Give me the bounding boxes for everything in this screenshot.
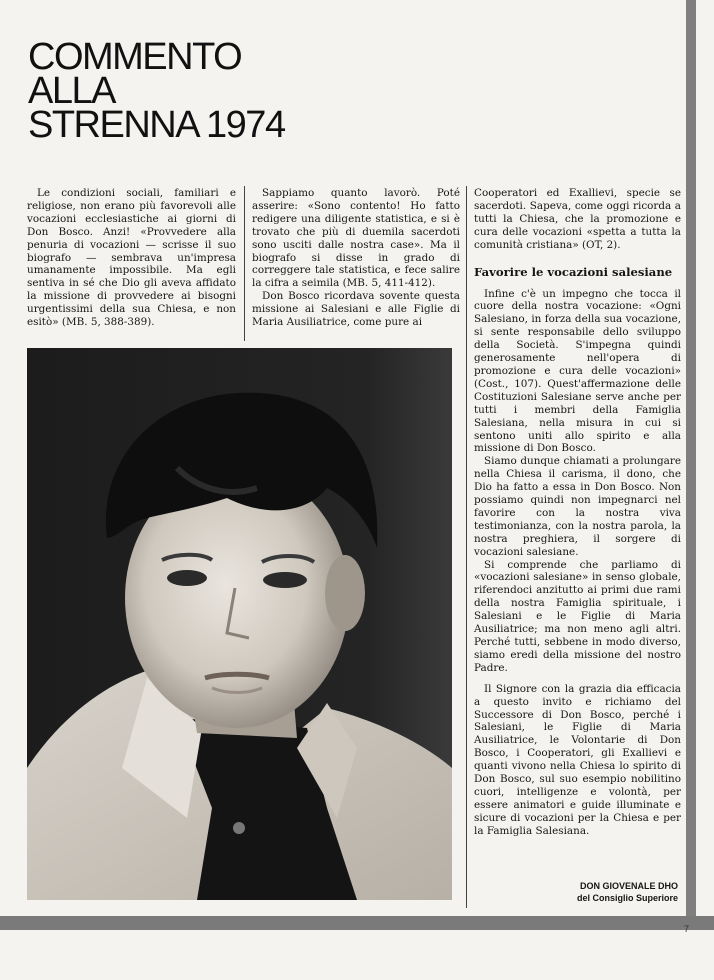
text-column-2 <box>252 187 460 329</box>
text-column-1 <box>27 187 236 329</box>
page-edge-bar <box>686 0 696 930</box>
author-signature <box>520 880 678 904</box>
author-name: DON GIOVENALE DHO <box>579 881 678 891</box>
page-bottom-band <box>0 916 714 930</box>
paragraph: Il Signore con la grazia dia efficacia a questo invito e richiamo del Successore di Don Bosco, perché i Salesiani, le Figlie di Maria Ausiliatrice, le Volontarie di Don Bosco, i Cooperatori, gli Exallievi e quanti vivono nella Chiesa lo spirito di Don Bosco, sul suo esempio nobilitino cuori, intelligenze e volontà, per essere animatori e guide illuminate e sicure di vocazioni per la Chiesa e per la Famiglia Salesiana. <box>474 682 681 837</box>
author-role: del Consiglio Superiore <box>576 893 678 903</box>
paragraph: Sappiamo quanto lavorò. Poté asserire: «Sono contento! Ho fatto redigere una diligente statistica, e si è trovato che più di duemila sacerdoti sono usciti dalle nostra case». Ma il biografo si disse in grado di correggere tale statistica, e fece salire la cifra a seimila (MB. 5, 411-412). <box>252 187 460 290</box>
paragraph: Le condizioni sociali, familiari e religiose, non erano più favorevoli alle vocazioni ecclesiastiche ai giorni di Don Bosco. Anzi! «Provvedere alla penuria di vocazioni — scrisse il suo biografo — sembrava un'impresa umanamente impossibile. Ma egli sentiva in sé che Dio gli aveva affidato la missione di provvedere ai bisogni urgentissimi della sua Chiesa, e non esitò» (MB. 5, 388-389). <box>27 187 236 329</box>
title-line-1: COMMENTO <box>28 36 242 78</box>
column-divider-1 <box>244 186 245 341</box>
boy-portrait-photo <box>27 348 452 900</box>
paragraph: Si comprende che parliamo di «vocazioni salesiane» in senso globale, riferendoci anzitutto ai primi due rami della nostra Famiglia spirituale, i Salesiani e le Figlie di Maria Ausiliatrice; ma non meno agli altri. Perché tutti, sebbene in modo diverso, siamo eredi della missione del nostro Padre. <box>474 558 681 674</box>
article-title <box>28 36 285 146</box>
paragraph: Cooperatori ed Exallievi, specie se sacerdoti. Sapeva, come oggi ricorda a tutti la Chiesa, che la promozione e cura delle vocazioni «spetta a tutta la comunità cristiana» (OT, 2). <box>474 187 681 251</box>
paragraph: Don Bosco ricordava sovente questa missione ai Salesiani e alle Figlie di Maria Ausiliatrice, come pure ai <box>252 290 460 329</box>
section-subheading: Favorire le vocazioni salesiane <box>474 264 673 279</box>
title-line-2: ALLA <box>28 70 115 112</box>
page-number: 7 <box>684 924 690 934</box>
column-divider-2 <box>466 186 467 908</box>
paragraph: Infine c'è un impegno che tocca il cuore della nostra vocazione: «Ogni Salesiano, in forza della sua vocazione, si sente responsabile dello sviluppo della Società. S'impegna quindi generosamente nell'opera di promozione e cura delle vocazioni» (Cost., 107). Quest'affermazione delle Costituzioni Salesiane serve anche per tutti i membri della Famiglia Salesiana, nella misura in cui si sentono uniti allo spirito e alla missione di Don Bosco. <box>474 287 681 455</box>
paragraph: Siamo dunque chiamati a prolungare nella Chiesa il carisma, il dono, che Dio ha fatto a essa in Don Bosco. Non possiamo quindi non impegnarci nel favorire con la nostra viva testimonianza, con la nostra parola, la nostra preghiera, il sorgere di vocazioni salesiane. <box>474 455 681 558</box>
text-column-3 <box>474 187 681 838</box>
title-line-3: STRENNA 1974 <box>28 104 285 146</box>
